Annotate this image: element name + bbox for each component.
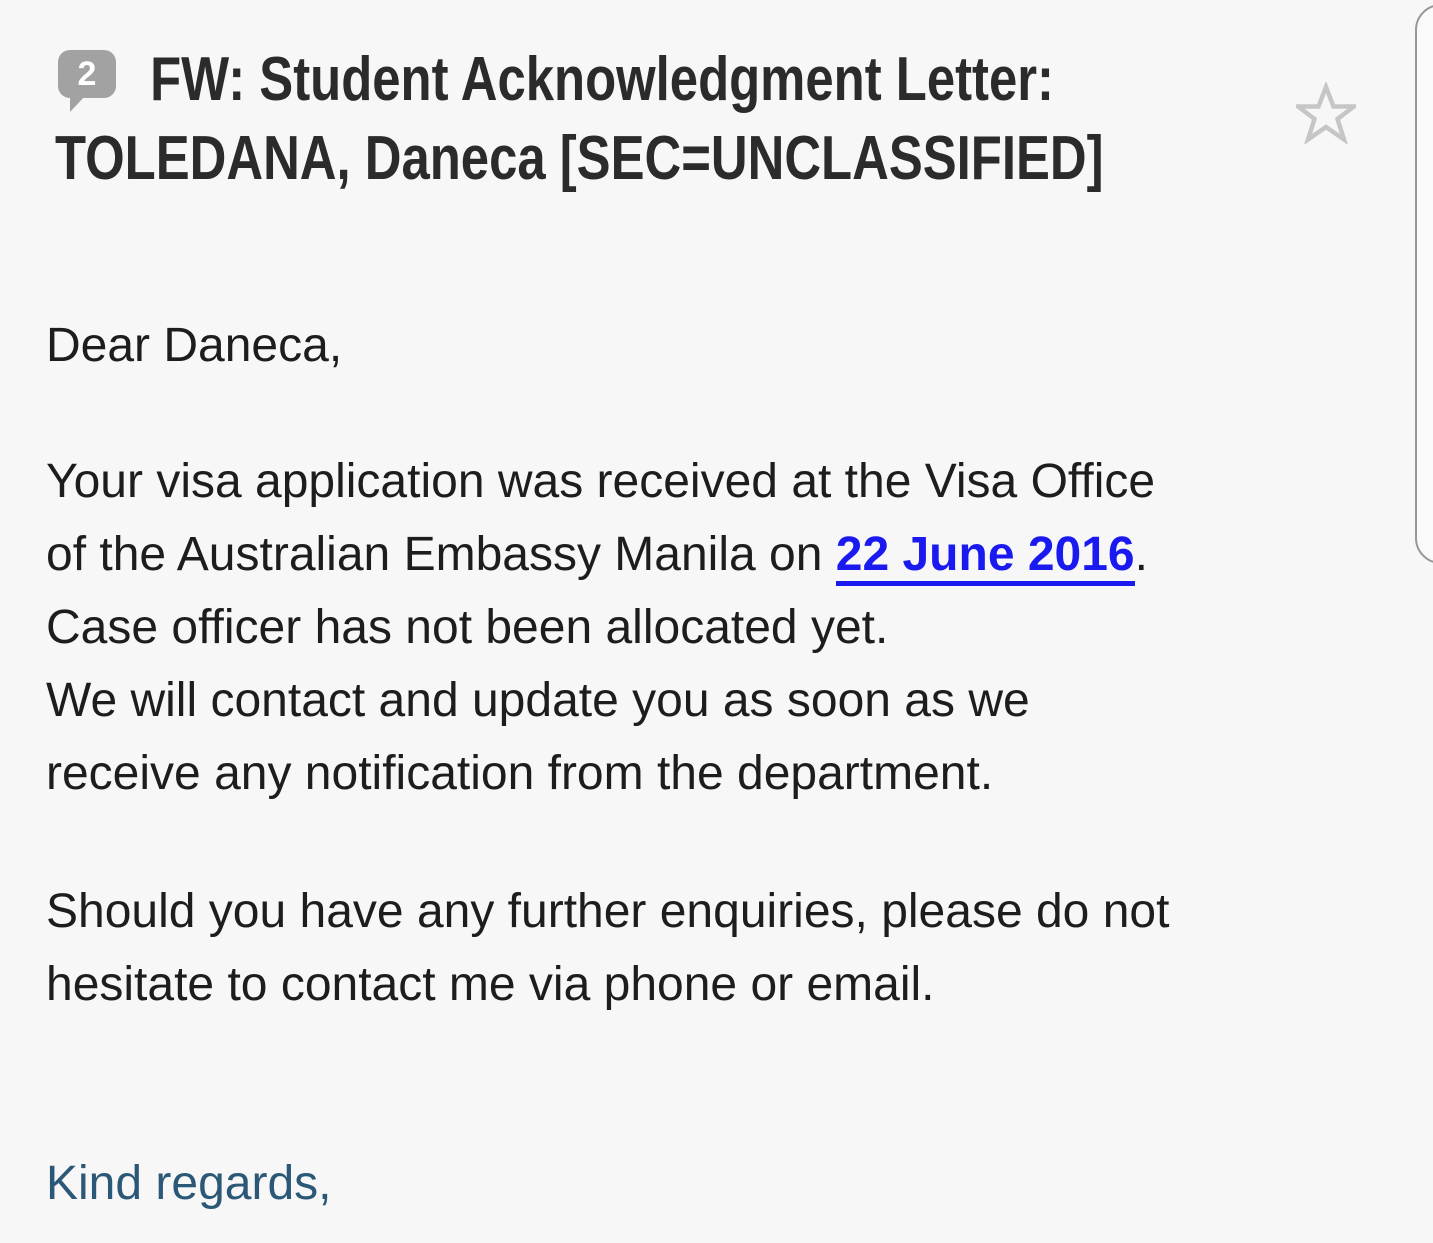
body-line: We will contact and update you as soon as we — [46, 674, 1030, 727]
contact-paragraph — [46, 875, 1426, 1021]
visa-status-paragraph — [46, 445, 1426, 810]
body-line: receive any notification from the department. — [46, 747, 994, 800]
body-line: hesitate to contact me via phone or email. — [46, 958, 935, 1011]
body-line: Case officer has not been allocated yet. — [46, 601, 889, 654]
scrollbar-thumb[interactable] — [1415, 4, 1433, 564]
body-line-suffix: . — [1134, 528, 1148, 581]
subject-line-2: TOLEDANA, Daneca [SEC=UNCLASSIFIED] — [55, 124, 1104, 193]
greeting-line: Dear Daneca, — [46, 319, 343, 372]
date-link[interactable]: 22 June 2016 — [836, 528, 1135, 586]
body-line: Your visa application was received at the Visa Office — [46, 455, 1156, 508]
email-subject — [55, 40, 1104, 198]
star-outline-icon — [1296, 82, 1356, 144]
favorite-star-icon[interactable] — [1296, 82, 1356, 144]
unread-count: 2 — [77, 55, 97, 93]
body-line: Should you have any further enquiries, please do not — [46, 885, 1170, 938]
subject-line-1: FW: Student Acknowledgment Letter: — [150, 45, 1054, 114]
email-body — [46, 198, 1426, 1220]
body-line: of the Australian Embassy Manila on — [46, 528, 836, 581]
signoff-line: Kind regards, — [46, 1157, 332, 1210]
